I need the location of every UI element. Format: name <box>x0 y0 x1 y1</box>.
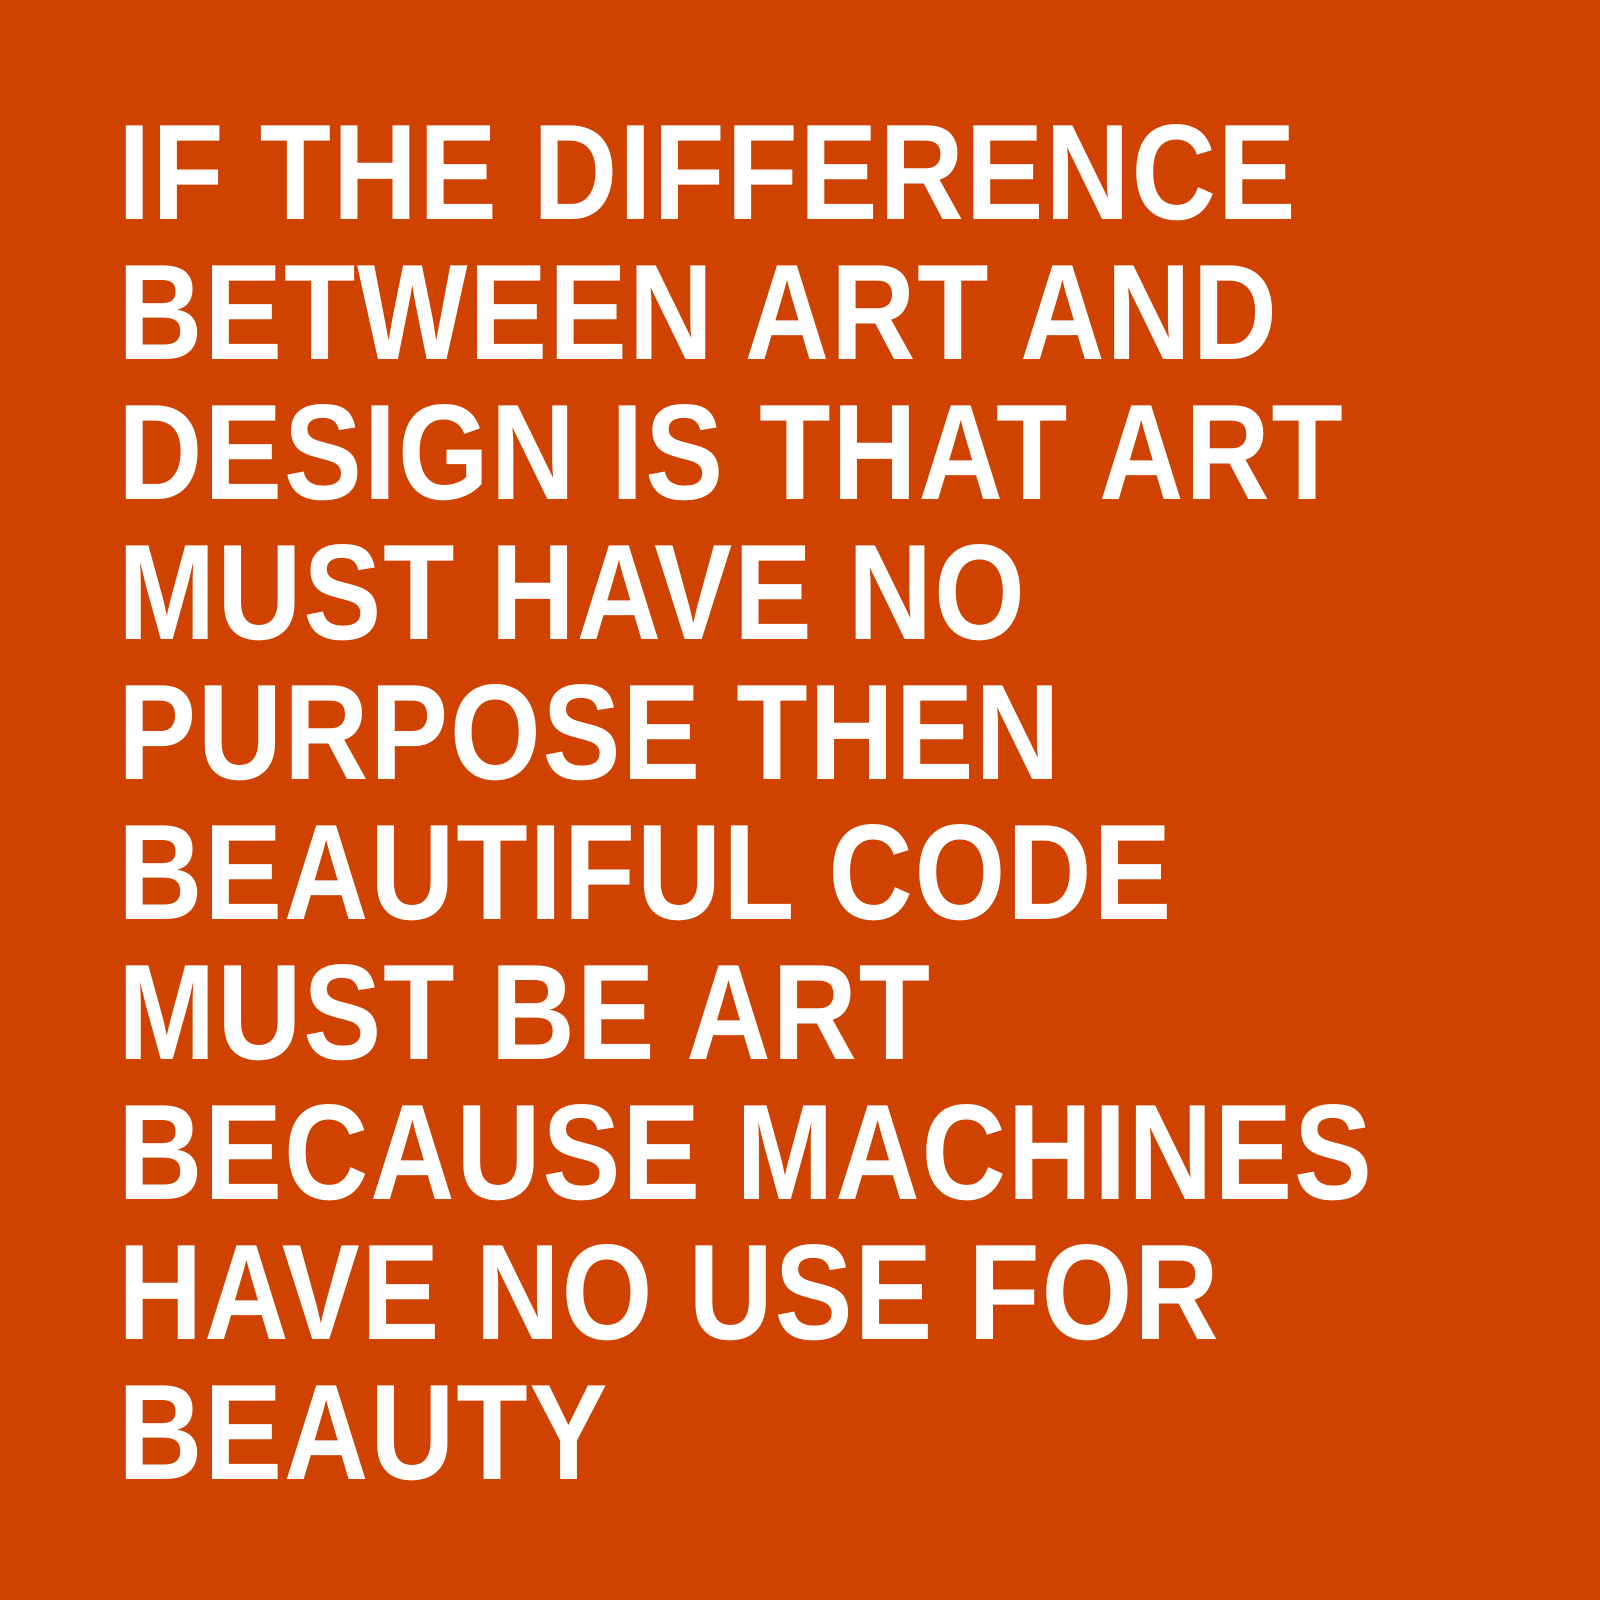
quote-line-8: BECAUSE MACHINES <box>118 1076 1374 1228</box>
quote-line-10: BEAUTY <box>118 1356 610 1508</box>
quote-line-1: IF THE DIFFERENCE <box>118 96 1298 248</box>
quote-line-6: BEAUTIFUL CODE <box>118 796 1174 948</box>
quote-line-7: MUST BE ART <box>118 936 932 1088</box>
quote-line-3: DESIGN IS THAT ART <box>118 376 1345 528</box>
quote-line-2: BETWEEN ART AND <box>118 236 1279 388</box>
quote-line-5: PURPOSE THEN <box>118 656 1062 808</box>
quote-line-9: HAVE NO USE FOR <box>118 1216 1221 1368</box>
quote-text <box>118 96 1578 1508</box>
quote-line-4: MUST HAVE NO <box>118 516 1027 668</box>
